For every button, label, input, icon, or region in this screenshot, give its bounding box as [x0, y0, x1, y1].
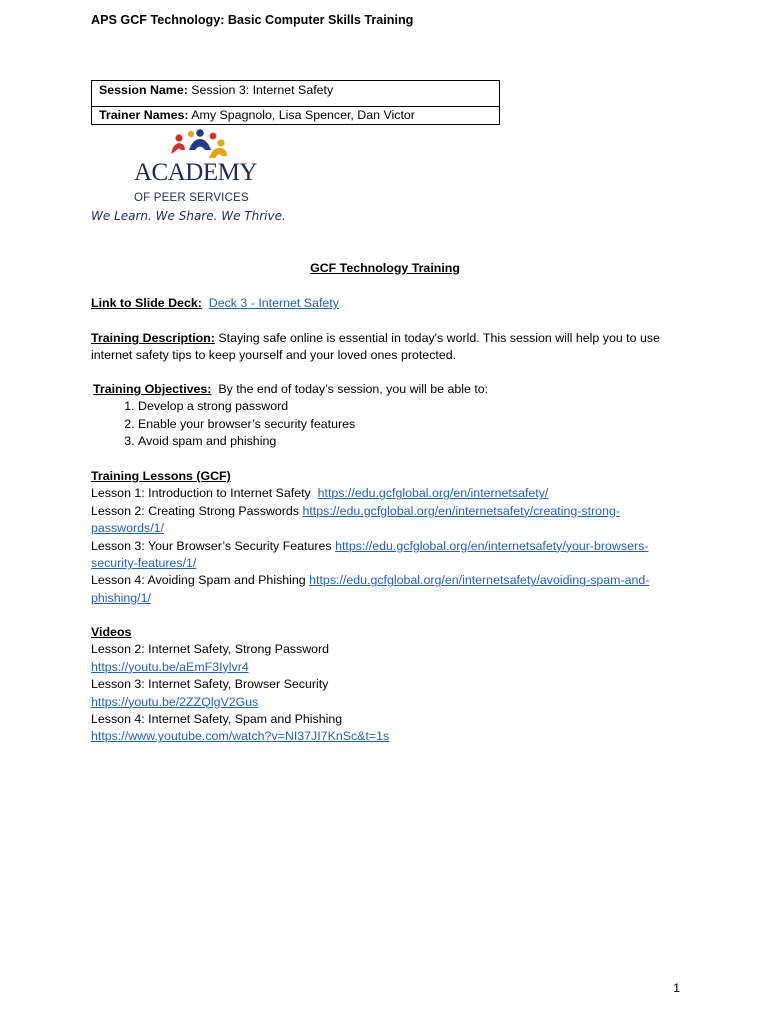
objective-item: 1. Develop a strong password [138, 398, 693, 415]
trainer-names-row [92, 107, 499, 124]
description-label: Training Description: [91, 331, 215, 345]
lesson-item [91, 503, 711, 538]
lesson-item [91, 538, 711, 573]
session-name-label: Session Name: [99, 83, 188, 97]
lesson-link-continued[interactable]: security-features/1/ [91, 556, 197, 571]
logo-tagline: We Learn. We Share. We Thrive. [91, 209, 286, 223]
session-info-table [91, 80, 500, 125]
description-line-2: internet safety tips to keep yourself and your loved ones protected. [91, 348, 457, 363]
objective-item: 2. Enable your browser’s security features [138, 416, 693, 433]
objectives-intro: By the end of today’s session, you will be able to: [218, 382, 489, 396]
lesson-text: Lesson 3: Your Browser’s Security Features [91, 538, 332, 553]
lesson-item [91, 485, 711, 502]
document-header: APS GCF Technology: Basic Computer Skills Training [91, 13, 414, 27]
slide-deck-line [91, 295, 691, 312]
objectives-list [93, 398, 693, 450]
video-text: Lesson 3: Internet Safety, Browser Security [91, 677, 329, 692]
lesson-text: Lesson 4: Avoiding Spam and Phishing [91, 573, 306, 588]
logo-peer-services-text: OF PEER SERVICES [134, 192, 249, 204]
session-name-value: Session 3: Internet Safety [191, 83, 334, 97]
lesson-link[interactable]: https://edu.gcfglobal.org/en/internetsafety/avoiding-spam-and- [309, 573, 650, 588]
lessons-heading: Training Lessons (GCF) [91, 469, 231, 483]
videos-section [91, 624, 691, 746]
logo-academy-text: ACADEMY [134, 159, 257, 186]
academy-logo [91, 128, 301, 228]
session-name-row [92, 81, 499, 107]
trainer-names-value: Amy Spagnolo, Lisa Spencer, Dan Victor [191, 108, 415, 122]
lesson-text: Lesson 2: Creating Strong Passwords [91, 503, 299, 518]
page-number: 1 [673, 981, 680, 995]
objectives-label: Training Objectives: [93, 382, 212, 396]
lesson-text: Lesson 1: Introduction to Internet Safety [91, 486, 311, 501]
training-description [91, 330, 691, 365]
video-link[interactable]: https://youtu.be/aEmF3Iylvr4 [91, 659, 249, 674]
lesson-link[interactable]: https://edu.gcfglobal.org/en/internetsafety/creating-strong- [302, 503, 620, 518]
lesson-link-continued[interactable]: phishing/1/ [91, 590, 151, 605]
video-link[interactable]: https://www.youtube.com/watch?v=NI37JI7KnSc&t=1s [91, 729, 390, 744]
videos-heading: Videos [91, 625, 132, 639]
lesson-link-continued[interactable]: passwords/1/ [91, 521, 165, 536]
training-lessons [91, 468, 711, 607]
lesson-item [91, 572, 711, 607]
trainer-names-label: Trainer Names: [99, 108, 189, 122]
lesson-link[interactable]: https://edu.gcfglobal.org/en/internetsafety/your-browsers- [335, 538, 649, 553]
slide-deck-link[interactable]: Deck 3 - Internet Safety [208, 296, 339, 310]
lesson-link[interactable]: https://edu.gcfglobal.org/en/internetsafety/ [317, 486, 549, 501]
video-text: Lesson 4: Internet Safety, Spam and Phishing [91, 712, 343, 727]
slide-deck-label: Link to Slide Deck: [91, 296, 202, 310]
training-objectives [93, 381, 693, 451]
people-figures-icon [169, 128, 229, 162]
page-title: GCF Technology Training [310, 261, 460, 275]
video-text: Lesson 2: Internet Safety, Strong Password [91, 642, 330, 657]
description-line-1: Staying safe online is essential in today's world. This session will help you to use [218, 331, 660, 345]
video-link[interactable]: https://youtu.be/2ZZQlgV2Gus [91, 694, 259, 709]
objective-item: 3. Avoid spam and phishing [138, 433, 693, 450]
